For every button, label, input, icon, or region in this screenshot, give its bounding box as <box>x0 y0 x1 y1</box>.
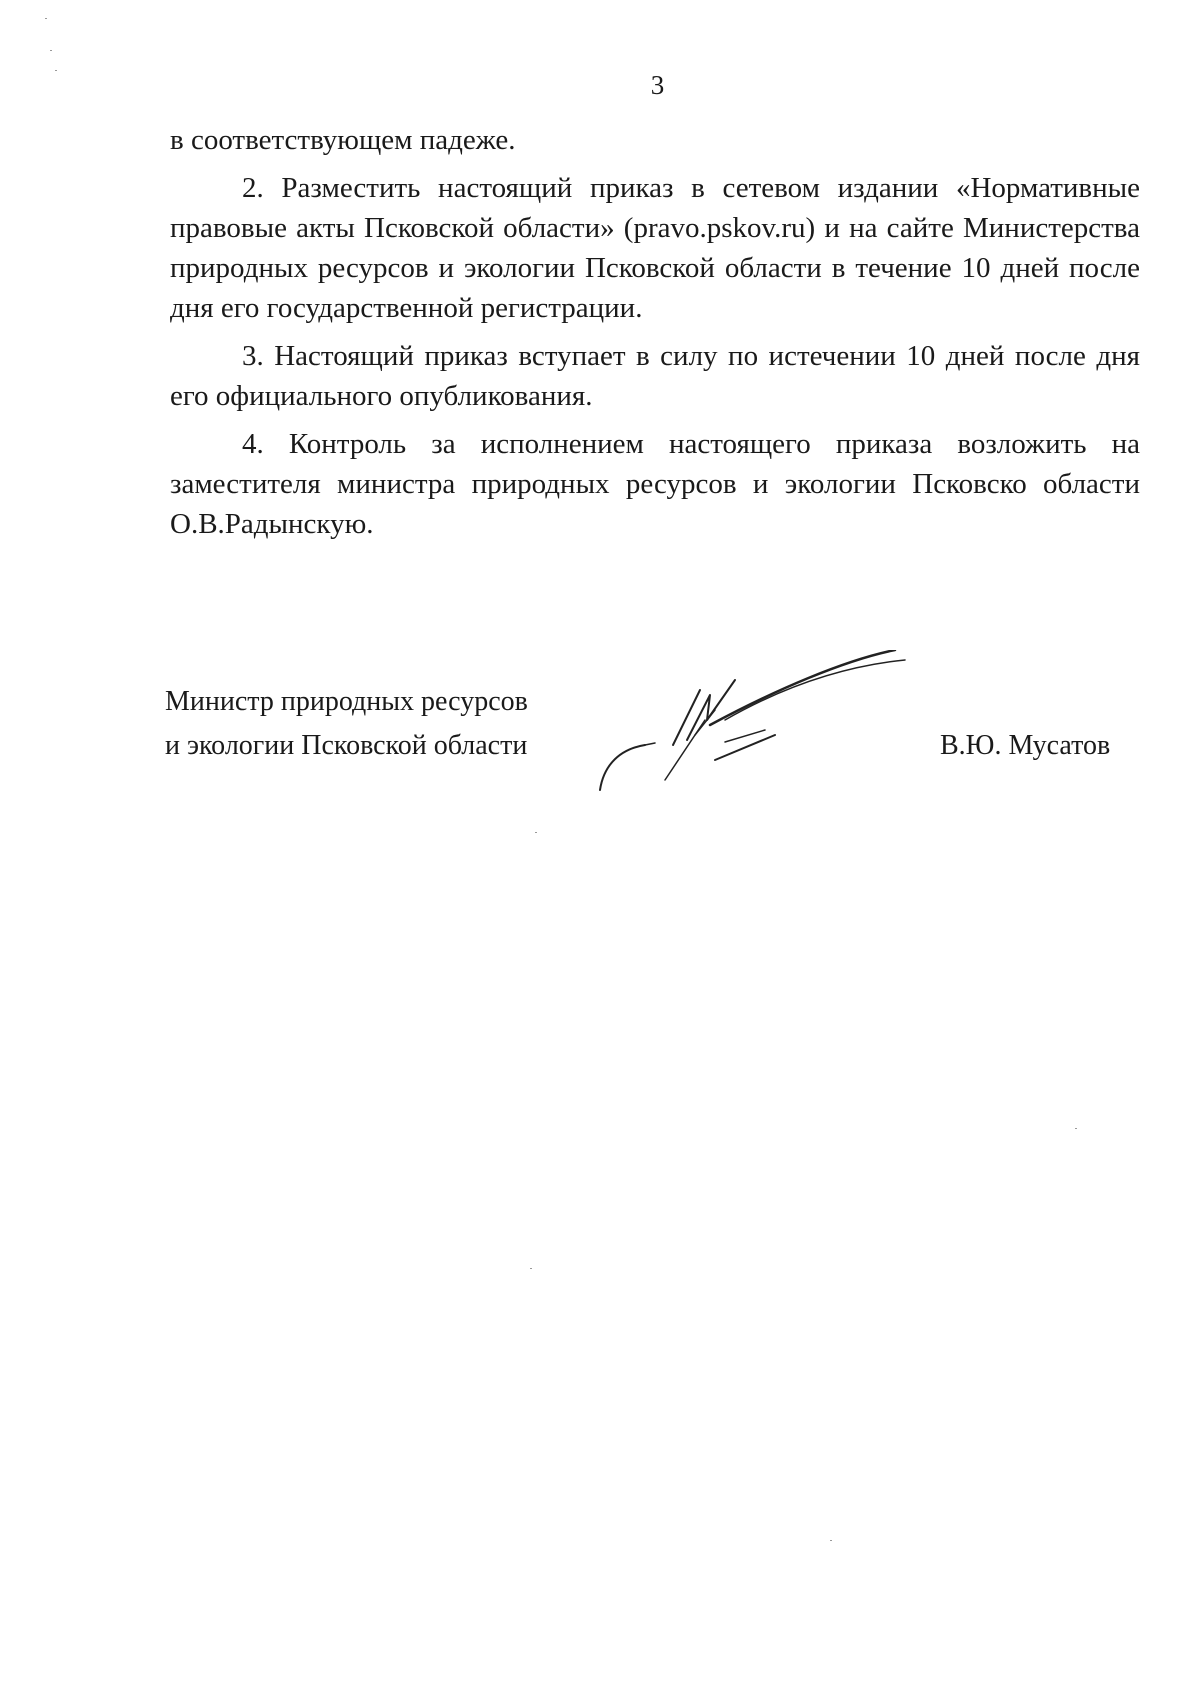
scan-speck <box>1075 1128 1077 1129</box>
scan-speck <box>830 1540 832 1541</box>
scan-speck <box>50 50 52 51</box>
page-number: 3 <box>650 70 665 100</box>
document-body <box>170 120 1140 552</box>
paragraph-continuation: в соответствующем падеже. <box>170 124 516 156</box>
scan-speck <box>45 18 47 19</box>
scan-speck <box>530 1268 532 1269</box>
paragraph-item-4: 4. Контроль за исполнением настоящего приказа возложить на заместителя министра природных ресурсов и экологии Псковско области О.В.Радынскую. <box>170 428 1140 540</box>
signatory-title-line-1: Министр природных ресурсов <box>165 686 528 717</box>
paragraph-item-3: 3. Настоящий приказ вступает в силу по истечении 10 дней после дня его официального опубликования. <box>170 340 1140 412</box>
scan-speck <box>535 832 537 833</box>
signatory-title-line-2: и экологии Псковской области <box>165 730 528 761</box>
paragraph-item-2: 2. Разместить настоящий приказ в сетевом издании «Нормативные правовые акты Псковской области» (pravo.pskov.ru) и на сайте Министерства природных ресурсов и экологии Псковской области в течение 10 дней после дня его государственной регистрации. <box>170 172 1140 324</box>
scan-speck <box>55 70 57 71</box>
signatory-name: В.Ю. Мусатов <box>940 730 1111 761</box>
handwritten-signature <box>595 650 925 800</box>
signatory-title <box>165 680 528 768</box>
